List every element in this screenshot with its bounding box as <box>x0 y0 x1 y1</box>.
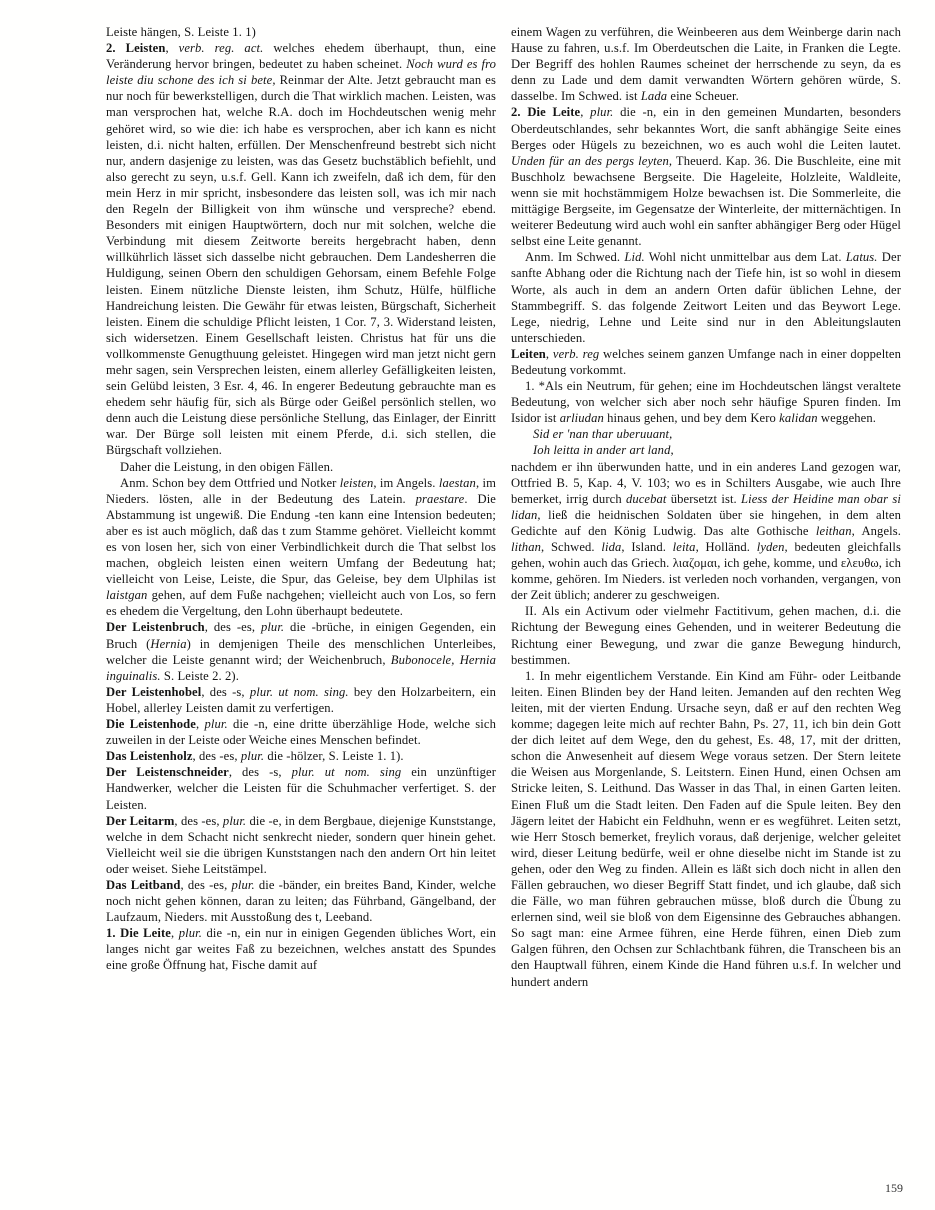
text-segment: leita <box>672 540 696 554</box>
paragraph <box>511 104 901 249</box>
text-segment: Latus. <box>845 250 878 265</box>
text-segment: praestare <box>415 491 465 506</box>
headword: Das Leistenholz <box>106 749 193 764</box>
text-segment: Daher die Leistung, in den obigen Fällen. <box>120 459 334 474</box>
text-segment: , <box>170 926 179 941</box>
column-right <box>511 24 901 990</box>
text-segment: weggehen. <box>817 411 876 426</box>
column-left <box>106 24 496 990</box>
text-segment: , des -s, <box>228 765 292 780</box>
paragraph <box>106 459 496 475</box>
text-segment: die -bänder, ein breites Band, Kinder, welche noch nicht gehen können, daran zu leiten; das Führband, Gängelband, der Laufzaum, Nieders. mit Ausstoßung des t, Leeband. <box>106 877 496 925</box>
text-segment: Lada <box>640 89 668 104</box>
paragraph <box>106 716 496 748</box>
text-segment: Anm. Im Schwed. <box>525 250 625 265</box>
paragraph <box>106 748 496 764</box>
text-segment: Lid. <box>624 250 645 265</box>
text-segment: plur. <box>240 749 265 764</box>
text-segment: ) in demjenigen Theile des menschlichen Unterleibes, welcher die Leiste genannt wird; der Weichenbruch, <box>106 636 497 667</box>
paragraph <box>106 475 496 620</box>
text-segment: , <box>165 41 179 56</box>
text-segment: Anm. Schon bey dem Ottfried und Notker <box>120 475 340 490</box>
text-segment: plur. <box>204 717 228 732</box>
text-segment: , des -es, <box>174 813 223 828</box>
text-segment: plur. <box>222 813 247 828</box>
headword: Der Leitarm <box>106 813 175 828</box>
paragraph <box>511 603 901 667</box>
text-segment: kalidan <box>779 411 818 426</box>
text-segment: die -brüche, in einigen Gegenden, ein Bruch ( <box>106 620 496 651</box>
text-segment: welches seinem ganzen Umfange nach in einer doppelten Bedeutung vorkommt. <box>511 346 901 377</box>
text-segment: , des -es, <box>180 877 232 892</box>
text-segment: Theuerd. Kap. 36. Die Buschleite, eine mit Buschholz bewachsene Bergseite. Die Hageleite, Holzleite, Waldleite, wenn sie mit hochstämmigem Holze bewachsen ist. Die Sommerleite, die mittägige Bergseite, im Gegensatze der Winterleite, der mitternächtigen. In weiterer Bedeutung wird auch wohl ein sanfter abhängiger Berg oder Hügel selbst eine Leite genannt. <box>511 153 901 249</box>
text-segment: lyden, <box>756 540 788 554</box>
headword: Der Leistenhobel <box>106 684 202 699</box>
text-segment: bedeuten gleichfalls gehen, wohin auch das Griech. λιαζομαι, ich gehe, komme, und ελευθω, ich komme, gehören. Im Nieders. ist verleden noch vorhanden, vergangen, von der Zeit üblich; anderer zu geschweigen. <box>511 540 901 603</box>
paragraph <box>511 668 901 990</box>
text-segment: Unden für an des pergs leyten, <box>511 153 673 168</box>
text-segment: ducebat <box>625 491 667 506</box>
headword: 2. Die Leite <box>511 105 581 120</box>
text-segment: nachdem er ihn überwunden hatte, und in ein anderes Land gezogen war, Ottfried B. 5, Kap. 4, V. 103; wo es in Schilters Ausgabe, wie auch Ihre bemerket, irrig durch <box>511 459 901 506</box>
text-segment: 1. In mehr eigentlichem Verstande. Ein Kind am Führ- oder Leitbande leiten. Einen Blinden bey der Hand leiten. Jemanden auf den rechten Weg leiten, mit der vierten Endung. Ursache seyn, daß er auf den rechten Weg komme; dagegen leite mich auf rechter Bahn, Ps. 27, 11, ich bin dein Gott der dich leitet auf dem Wege, den du gehest, Es. 48, 17, mit der dritten, schon die Anwesenheit auf diesem Wege voraus setzen. Der Stern leitete die Weisen aus Morgenlande, S. Leitstern. Einen Hund, einen Ochsen am Stricke leiten, S. Leithund. Das Wasser in das Thal, in einen Garten leiten. Einen Fluß um die Stadt leiten. Den Faden auf die Spule leiten. Bey den Jägern leitet der Habicht ein Feldhuhn, wenn er es wegführet. Leiten setzt, wie Herr Stosch bemerket, freylich voraus, daß derjenige, welcher geleitet wird, dieser Leitung bedürfe, weil er ohne dieselbe nicht im Stande ist zu gehen, oder den Weg zu finden. Allein es läßt sich doch nicht in allen den Fällen gebrauchen, wo dieser Begriff Statt findet, und ich glaube, daß sich die Fälle, wo man führen gebrauchen müsse, bloß durch die Übung zu erlernen sind, weil sie bloß von dem Eigensinne des Gebrauches abhangen. So sagt man: eine Armee führen, eine Herde führen, einen Dieb zum Galgen führen, den Ochsen zur Schlachtbank führen, die Transcheen bis an den Hauptwall führen, einem Kinde die Hand führen u.s.f. In welcher und hundert andern <box>511 668 901 989</box>
text-segment: laistgan <box>106 588 148 603</box>
text-segment: die -n, eine dritte überzählige Hode, welche sich zuweilen in der Leiste oder Weiche eines Menschen befindet. <box>106 717 496 748</box>
text-segment: , des -es, <box>204 620 261 635</box>
text-segment: S. Leiste 2. 2). <box>160 668 239 683</box>
text-segment: Sid er 'nan thar uberuuant, <box>533 427 673 442</box>
text-segment: Wohl nicht unmittelbar aus dem Lat. <box>644 250 846 265</box>
text-segment: hinaus gehen, und bey dem Kero <box>603 411 780 426</box>
text-segment: , <box>195 717 205 732</box>
text-segment: . Die Abstammung ist ungewiß. Die Endung -ten kann eine Intension bedeuten; aber es ist auch möglich, daß das t zum Stamme gehöret. Vielleicht kommt es von losen her, sich von einer Verbindlichkeit durch die That selbst los machen, obgleich leisten einen weitern Umfang der Bedeutung hat; vielleicht von Leise, Leiste, die Spur, das Geleise, bey dem Ulphilas ist <box>106 491 496 587</box>
text-segment: ein unzünftiger Handwerker, welcher die Leisten für die Schuhmacher verfertiget. S. der Leisten. <box>106 765 496 812</box>
text-segment: , Schwed. <box>541 540 602 554</box>
paragraph <box>511 249 901 346</box>
text-segment: , <box>545 346 553 361</box>
text-segment: die -n, ein nur in einigen Gegenden übliches Wort, ein langes nicht gar weites Faß zu bezeichnen, welches anstatt des Spundes eine große Öffnung hat, Fische damit auf <box>106 926 496 973</box>
text-segment: , Island. <box>621 540 673 554</box>
text-segment: 1. *Als ein Neutrum, für gehen; eine im Hochdeutschen längst veraltete Bedeutung, von welcher sich aber noch sehr häufige Spuren finden. Im Isidor ist <box>511 379 901 426</box>
text-segment: plur. <box>178 926 202 941</box>
text-segment: arliudan <box>559 411 604 426</box>
text-segment: plur. <box>590 105 614 120</box>
text-segment: lithan <box>511 540 541 554</box>
paragraph <box>106 813 496 877</box>
text-segment: , des -es, <box>192 749 241 764</box>
paragraph <box>106 925 496 973</box>
headword: Die Leistenhode <box>106 717 196 732</box>
text-segment: die -n, ein in den gemeinen Mundarten, besonders Oberdeutschlandes, sehr bekanntes Wort, die sanft abhängige Seite eines Berges oder Hügels zu bezeichnen, wo es auch wohl die Leiten lautet. <box>511 105 901 152</box>
text-segment: , <box>580 105 591 120</box>
text-segment: Der sanfte Abhang oder die Richtung nach der Tiefe hin, ist so wohl in diesem Worte, als auch in dem an andern Orten dafür üblichen Lehne, der Stammbegriff. S. das folgende Zeitwort Leiten und das Beywort Lege. Lege, niedrig, Lehne und Leite sind nur in den Ableitungslauten unterschieden. <box>511 250 901 345</box>
text-segment: , im Angels. <box>373 475 439 490</box>
text-segment: , Holländ. <box>695 540 757 554</box>
headword: Leiten <box>511 346 546 361</box>
text-segment: Reinmar der Alte. Jetzt gebraucht man es nur noch für bewerkstelligen, durch die That wirklich machen. Leisten, was man versprochen hat, welche R.A. doch im Hochdeutschen wenig mehr gehöret wird, so wie die: ich habe es versprochen, aber ich kann es nicht leisten, d.i. nicht halten, erfüllen. Der Menschenfreund bestrebt sich nicht nur, andern dasjenige zu leisten, was das Gesetz buchstäblich befiehlt, und also gerecht zu seyn, u.s.f. Gell. Kann ich zweifeln, daß ich dem, für den mein Herz in mir spricht, insbesondere das leisten soll, was ich mir nach den Regeln der Billigkeit von ihm wünsche und verspreche? ebend. Besonders mit einigen Hauptwörtern, doch nur mit solchen, welche die Verbindung mit diesem Zeitworte bereits hergebracht haben, denn willkührlich lässet sich dasselbe nicht gebrauchen. Dem Landesherren die Huldigung, seinen Obern den schuldigen Gehorsam, einem Befehle Folge leisten. Einem nützliche Dienste leisten, ihm Schutz, Hülfe, hülfliche Handreichung leisten. Die Gewähr für etwas leisten, Bürgschaft, Sicherheit leisten. Einem die schuldige Pflicht leisten, 1 Cor. 7, 3. Widerstand leisten, sich widersetzen. Einem Gesellschaft leisten. Christus hat für uns die vollkommenste Genugthuung geleistet. Hingegen wird man jetzt nicht gern mehr sagen, sein Versprechen leisten, einem allerley Gefälligkeiten leisten, sein Gelübd leisten, 3 Esr. 4, 46. In engerer Bedeutung gebrauchte man es ehedem sehr häufig für, sich als Bürge oder Geißel persönlich stellen, wo denn auch die Leistung diese persönliche Stellung, das Einlager, der Einritt war. Der Bürge soll leisten mit einem Pferde, d.i. sich stellen, die Bürgschaft vollziehen. <box>106 73 496 458</box>
text-segment: Leiste hängen, S. Leiste 1. 1) <box>106 25 256 39</box>
paragraph <box>511 24 901 104</box>
text-segment: leithan <box>815 523 852 538</box>
text-segment: , Angels. <box>851 523 901 538</box>
headword: 1. Die Leite <box>106 926 171 941</box>
text-segment: bey den Holzarbeitern, ein Hobel, allerley Leisten damit zu verfertigen. <box>106 684 496 715</box>
text-segment: ließ die heidnischen Soldaten über sie hingehen, in dem alten Gedichte auf den König Ludwig. Das alte Gothische <box>511 507 901 538</box>
text-segment: laestan <box>438 475 476 490</box>
paragraph <box>511 378 901 426</box>
paragraph <box>106 24 496 40</box>
text-segment: die -hölzer, S. Leiste 1. 1). <box>264 749 404 764</box>
text-segment: , des -s, <box>201 684 250 699</box>
text-columns <box>106 24 903 990</box>
paragraph <box>511 346 901 378</box>
text-segment: übersetzt ist. <box>666 491 742 506</box>
paragraph <box>106 764 496 812</box>
text-segment: einem Wagen zu verführen, die Weinbeeren aus dem Weinberge darin nach Hause zu fahren, u.s.f. Im Oberdeutschen die Laite, in Franken die Legte. Der Begriff des hohlen Raumes scheinet der herrschende zu seyn, da es denn zu Lade und dem damit verwandten Wörtern gehören würde, S. dasselbe. Im Schwed. ist <box>511 25 901 104</box>
text-segment: verb. reg. act. <box>178 41 264 56</box>
text-segment: II. Als ein Activum oder vielmehr Factitivum, gehen machen, d.i. die Richtung der Bewegung eines Gehenden, und in weiterer Bedeutung die Richtung einer Bewegung, und zwar die ganze Bewegung hindurch, bestimmen. <box>511 604 901 667</box>
text-segment: leisten <box>339 475 374 490</box>
headword: Das Leitband <box>106 877 181 892</box>
text-segment: plur. <box>260 620 285 635</box>
text-segment: plur. ut nom. sing. <box>249 684 349 699</box>
page-number: 159 <box>885 1181 903 1195</box>
text-segment: verb. reg <box>552 346 600 361</box>
text-segment: die -e, in dem Bergbaue, diejenige Kunststange, welche in dem Schacht nicht senkrecht nieder, sondern quer hinein gehet. Vielleicht weil sie die übrigen Kunststangen nach den andern Ort hin leitet oder weiset. Siehe Leitstämpel. <box>106 813 496 876</box>
text-segment: gehen, auf dem Fuße nachgehen; vielleicht auch von Los, so fern es ehedem die Vergeltung, den Lohn überhaupt bedeutete. <box>106 588 496 619</box>
text-segment: lida <box>601 540 622 554</box>
text-segment: Hernia <box>150 636 187 651</box>
headword: Der Leistenschneider <box>106 765 229 780</box>
paragraph <box>106 40 496 458</box>
paragraph <box>106 877 496 925</box>
text-segment: Liess der Heidine man obar si lidan, <box>511 491 901 522</box>
paragraph <box>511 442 901 458</box>
text-segment: Noch wurd es fro leiste diu schone des ich si bete, <box>106 57 496 88</box>
text-segment: eine Scheuer. <box>667 89 739 104</box>
paragraph <box>511 459 901 604</box>
text-segment: Bubonocele, Hernia inguinalis. <box>106 652 496 683</box>
headword: 2. Leisten <box>106 41 166 56</box>
text-segment: plur. <box>231 877 255 892</box>
text-segment: welches ehedem überhaupt, thun, eine Veränderung hervor bringen, bedeutet zu haben scheinet. <box>106 41 497 72</box>
paragraph <box>106 619 496 683</box>
text-segment: Ioh leitta in ander art land, <box>533 443 674 458</box>
paragraph <box>106 684 496 716</box>
headword: Der Leistenbruch <box>106 620 205 635</box>
text-segment: plur. ut nom. sing <box>291 765 402 780</box>
text-segment: , im Nieders. lösten, alle in der Bedeutung des Latein. <box>106 475 496 506</box>
paragraph <box>511 426 901 442</box>
